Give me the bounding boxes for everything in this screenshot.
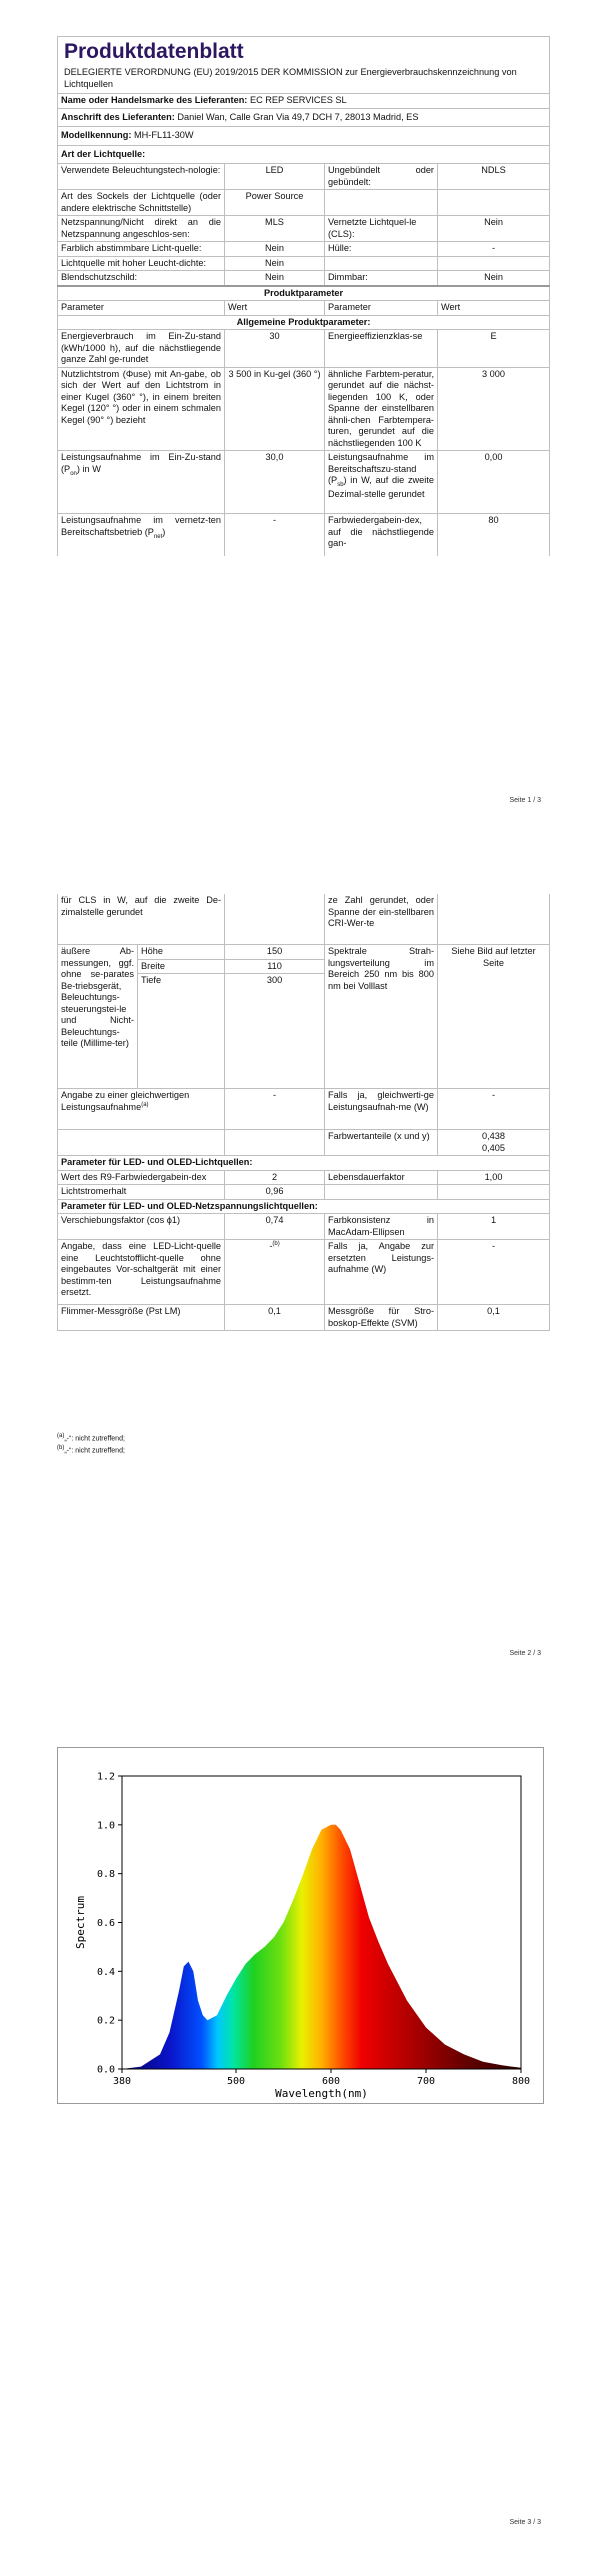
address-row — [58, 108, 550, 127]
page-number-2: Seite 2 / 3 — [509, 1650, 541, 1657]
address-value: Daniel Wan, Calle Gran Via 49,7 DCH 7, 28013 Madrid, ES — [177, 111, 419, 122]
model-value: MH-FL11-30W — [134, 130, 194, 141]
table-row: Blendschutzschild: Nein Dimmbar: Nein — [58, 271, 550, 286]
table-row: Farbwertanteile (x und y) 0,438 0,405 — [58, 1130, 550, 1156]
table-header-row: Parameter Wert Parameter Wert — [58, 301, 550, 316]
footnotes — [57, 1432, 125, 1456]
footnote-a: (a)„-“: nicht zutreffend; — [57, 1433, 125, 1443]
x-tick-label: 800 — [511, 2076, 531, 2087]
page-number-3: Seite 3 / 3 — [509, 2519, 541, 2526]
document-title: Produktdatenblatt — [64, 40, 244, 63]
table-row: Angabe zu einer gleichwertigen Leistungsaufnahme$^{(a)}$ - Falls ja, gleichwerti-ge Leistungsaufnah-me (W) - — [58, 1089, 550, 1130]
footnote-b: (b)„-“: nicht zutreffend; — [57, 1445, 125, 1455]
page-2 — [0, 880, 603, 1670]
supplier-row — [58, 94, 550, 109]
model-label: Modellkennung: — [61, 130, 132, 141]
table-row: Verwendete Beleuchtungstech-nologie: LED Ungebündelt oder gebündelt: NDLS — [58, 164, 550, 190]
table-row: Art des Sockels der Lichtquelle (oder andere elektrische Schnittstelle) Power Source — [58, 190, 550, 216]
supplier-label: Name oder Handelsmarke des Lieferanten: — [61, 95, 248, 106]
spectrum-chart — [58, 1748, 543, 2103]
table-row: Energieverbrauch im Ein-Zu-stand (kWh/1000 h), auf die nächstliegende ganze Zahl ge-rundet 30 Energieeffizienzklas-se E — [58, 330, 550, 368]
product-params-header: Produktparameter — [58, 286, 550, 301]
table-row: Flimmer-Messgröße (Pst LM) 0,1 Messgröße für Stro-boskop-Effekte (SVM) 0,1 — [58, 1305, 550, 1331]
table-row: Leistungsaufnahme im vernetz-ten Bereitschaftsbetrieb $(P_{net})$ - Farbwiedergabein-dex, auf die nächstliegende gan- 80 — [58, 514, 550, 557]
spectrum-area — [122, 1825, 521, 2069]
table-row: Nutzlichtstrom (Φuse) mit An-gabe, ob sich der Wert auf den Lichtstrom in einer Kugel (360° °), in einem breiten Kegel (120° °) oder in einem schmalen Kegel (90° °) bezieht 3 500 in Ku-gel (360 °) ähnliche Farbtem-peratur, gerundet auf die nächst-liegenden 100 K, oder Spanne der einstellbaren ähnli-chen Farbtempera-turen, gerundet auf die nächstliegenden 100 K 3 000 — [58, 367, 550, 451]
y-tick-label: 0.8 — [96, 1869, 115, 1881]
led-params-header: Parameter für LED- und OLED-Lichtquellen: — [58, 1156, 550, 1171]
table-row: Lichtstromerhalt 0,96 — [58, 1185, 550, 1200]
table-row: Breite 110 — [58, 959, 550, 974]
table-row: Tiefe 300 — [58, 974, 550, 1089]
page-number-1: Seite 1 / 3 — [509, 797, 541, 804]
y-tick-label: 0.2 — [96, 2015, 115, 2027]
general-params-header: Allgemeine Produktparameter: — [58, 315, 550, 330]
spectrum-chart-frame — [57, 1747, 544, 2104]
datasheet-table-page-1 — [57, 36, 550, 556]
x-axis-label: Wavelength(nm) — [275, 2087, 368, 2100]
model-row — [58, 127, 550, 146]
table-row: Wert des R9-Farbwiedergabein-dex 2 Lebensdauerfaktor 1,00 — [58, 1170, 550, 1185]
x-tick-label: 500 — [226, 2076, 246, 2087]
light-type-label: Art der Lichtquelle: — [58, 145, 550, 164]
table-row: Lichtquelle mit hoher Leucht-dichte: Nein — [58, 256, 550, 271]
page-1 — [0, 0, 603, 832]
table-row: Farblich abstimmbare Licht-quelle: Nein Hülle: - — [58, 242, 550, 257]
y-tick-label: 0.0 — [96, 2064, 115, 2076]
table-row: Angabe, dass eine LED-Licht-quelle eine Leuchtstofflicht-quelle ohne eingebautes Vor-schaltgerät mit einer bestimm-ten Leistungsaufnahme ersetzt. -$^{(b)}$ Falls ja, Angabe zur ersetzten Leistungs-aufnahme (W) - — [58, 1240, 550, 1305]
table-row: Leistungsaufnahme im Ein-Zu-stand $(P_{on})$ in W 30,0 Leistungsaufnahme im Bereitschaftszu-stand $(P_{sb})$ in W, auf die zweite Dezimal-stelle gerundet 0,00 — [58, 451, 550, 514]
x-tick-label: 700 — [416, 2076, 436, 2087]
x-tick-label: 380 — [112, 2076, 132, 2087]
table-row: Verschiebungsfaktor (cos ϕ1) 0,74 Farbkonsistenz in MacAdam-Ellipsen 1 — [58, 1214, 550, 1240]
supplier-value: EC REP SERVICES SL — [249, 95, 347, 106]
regulation-text: DELEGIERTE VERORDNUNG (EU) 2019/2015 DER KOMMISSION zur Energieverbrauchskennzeichnung von Lichtquellen — [64, 67, 517, 89]
y-axis-label: Spectrum — [74, 1896, 87, 1949]
y-tick-label: 0.4 — [96, 1966, 115, 1978]
y-tick-label: 1.0 — [96, 1820, 115, 1832]
mains-params-header: Parameter für LED- und OLED-Netzspannungslichtquellen: — [58, 1199, 550, 1214]
x-tick-label: 600 — [321, 2076, 341, 2087]
table-row: für CLS in W, auf die zweite De-zimalstelle gerundet ze Zahl gerundet, oder Spanne der ein-stellbaren CRI-Wer-te — [58, 894, 550, 945]
dimensions-label: äußere Ab-messungen, ggf. ohne se-parates Be-triebsgerät, Beleuchtungs-steuerungstei-le und Nicht-Beleuchtungs-teile (Millime-ter) — [58, 945, 138, 1089]
y-tick-label: 1.2 — [96, 1771, 115, 1783]
y-tick-label: 0.6 — [96, 1918, 115, 1929]
table-row: Netzspannung/Nicht direkt an die Netzspannung angeschlos-sen: MLS Vernetzte Lichtquel-le (CLS): Nein — [58, 216, 550, 242]
datasheet-table-page-2 — [57, 894, 550, 1331]
table-row: äußere Ab-messungen, ggf. ohne se-parates Be-triebsgerät, Beleuchtungs-steuerungstei-le und Nicht-Beleuchtungs-teile (Millime-ter) Höhe 150 Spektrale Strah-lungsverteilung im Bereich 250 nm bis 800 nm bei Volllast Siehe Bild auf letzter Seite — [58, 945, 550, 960]
address-label: Anschrift des Lieferanten: — [61, 111, 175, 122]
